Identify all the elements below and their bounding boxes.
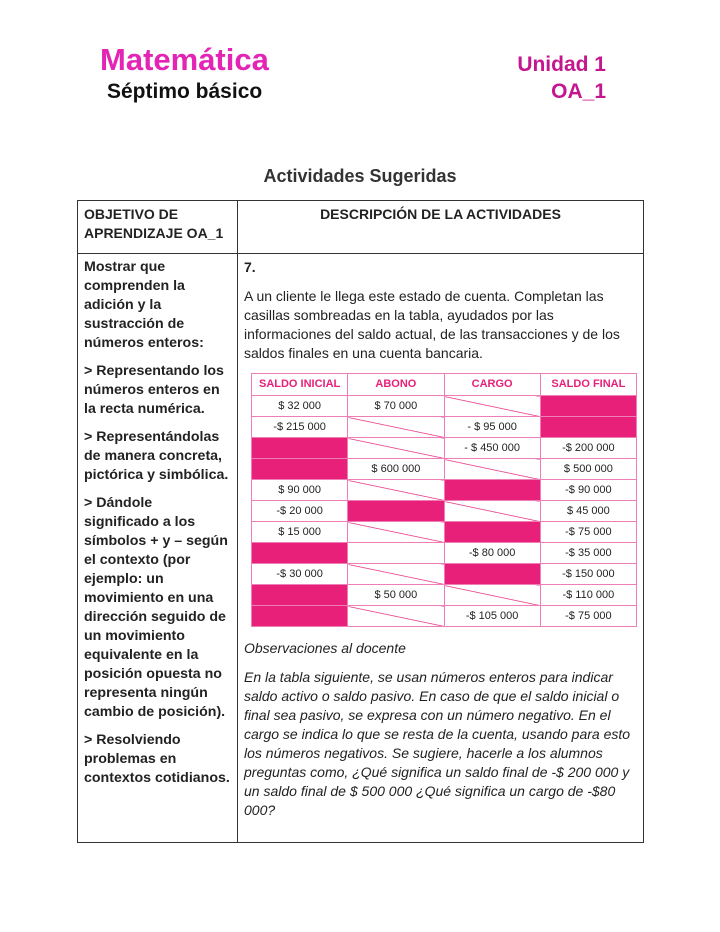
value-cell: $ 32 000 xyxy=(252,396,348,417)
value-cell: $ 600 000 xyxy=(348,459,444,480)
objective-text: Mostrar que comprenden la adición y la sustracción de números enteros: xyxy=(84,259,204,351)
value-cell: $ 50 000 xyxy=(348,585,444,606)
account-row xyxy=(252,543,637,564)
account-row xyxy=(252,564,637,585)
unit-label: Unidad 1 xyxy=(517,53,606,76)
shaded-cell xyxy=(348,501,444,522)
value-cell: -$ 75 000 xyxy=(540,606,636,627)
shaded-cell xyxy=(252,459,348,480)
value-cell: -$ 20 000 xyxy=(252,501,348,522)
value-cell: $ 90 000 xyxy=(252,480,348,501)
account-table xyxy=(251,373,637,627)
activity-number: 7. xyxy=(244,259,256,275)
observations-title: Observaciones al docente xyxy=(244,640,406,656)
objective-text: > Dándole significado a los símbolos + y – según el contexto (por ejemplo: un movimiento en una dirección seguido de un movimiento equivalente en la posición opuesta no representa ningún cambio de posición). xyxy=(84,495,228,720)
value-cell: $ 500 000 xyxy=(540,459,636,480)
subject-title: Matemática xyxy=(100,42,269,77)
account-row xyxy=(252,606,637,627)
value-cell: -$ 75 000 xyxy=(540,522,636,543)
crossed-cell xyxy=(348,522,444,543)
value-cell: -$ 150 000 xyxy=(540,564,636,585)
value-cell: $ 45 000 xyxy=(540,501,636,522)
account-row xyxy=(252,438,637,459)
value-cell: -$ 105 000 xyxy=(444,606,540,627)
shaded-cell xyxy=(252,606,348,627)
account-row xyxy=(252,459,637,480)
shaded-cell xyxy=(444,522,540,543)
value-cell: -$ 35 000 xyxy=(540,543,636,564)
objective-cell xyxy=(78,254,238,843)
account-header: CARGO xyxy=(444,374,540,396)
empty-cell xyxy=(348,543,444,564)
activity-text: A un cliente le llega este estado de cuenta. Completan las casillas sombreadas en la tabla, ayudados por las informaciones del saldo actual, de las transacciones y de los saldos finales en una cuenta bancaria. xyxy=(244,288,620,361)
account-row xyxy=(252,396,637,417)
account-row xyxy=(252,501,637,522)
shaded-cell xyxy=(252,543,348,564)
value-cell: -$ 200 000 xyxy=(540,438,636,459)
value-cell: $ 70 000 xyxy=(348,396,444,417)
value-cell: $ 15 000 xyxy=(252,522,348,543)
shaded-cell xyxy=(252,438,348,459)
crossed-cell xyxy=(348,417,444,438)
account-row xyxy=(252,522,637,543)
account-header: ABONO xyxy=(348,374,444,396)
value-cell: -$ 110 000 xyxy=(540,585,636,606)
oa-label: OA_1 xyxy=(551,80,606,103)
shaded-cell xyxy=(444,480,540,501)
crossed-cell xyxy=(348,480,444,501)
shaded-cell xyxy=(540,417,636,438)
objective-text: > Resolviendo problemas en contextos cotidianos. xyxy=(84,732,230,786)
shaded-cell xyxy=(252,585,348,606)
crossed-cell xyxy=(444,459,540,480)
account-row xyxy=(252,480,637,501)
objective-text: > Representándolas de manera concreta, pictórica y simbólica. xyxy=(84,429,229,483)
value-cell: - $ 450 000 xyxy=(444,438,540,459)
section-title: Actividades Sugeridas xyxy=(263,166,457,186)
description-header: DESCRIPCIÓN DE LA ACTIVIDADES xyxy=(238,201,644,254)
value-cell: -$ 90 000 xyxy=(540,480,636,501)
account-header: SALDO FINAL xyxy=(540,374,636,396)
description-cell xyxy=(238,254,644,843)
account-header: SALDO INICIAL xyxy=(252,374,348,396)
objective-text: > Representando los números enteros en la recta numérica. xyxy=(84,363,224,417)
value-cell: - $ 95 000 xyxy=(444,417,540,438)
crossed-cell xyxy=(444,396,540,417)
objective-header: OBJETIVO DE APRENDIZAJE OA_1 xyxy=(78,201,238,254)
activities-table xyxy=(77,200,644,843)
crossed-cell xyxy=(348,438,444,459)
grade-subtitle: Séptimo básico xyxy=(107,80,263,103)
account-row xyxy=(252,417,637,438)
crossed-cell xyxy=(444,501,540,522)
shaded-cell xyxy=(540,396,636,417)
crossed-cell xyxy=(444,585,540,606)
account-row xyxy=(252,585,637,606)
value-cell: -$ 215 000 xyxy=(252,417,348,438)
value-cell: -$ 30 000 xyxy=(252,564,348,585)
crossed-cell xyxy=(348,564,444,585)
crossed-cell xyxy=(348,606,444,627)
shaded-cell xyxy=(444,564,540,585)
observations-text: En la tabla siguiente, se usan números enteros para indicar saldo activo o saldo pasivo. En caso de que el saldo inicial o final sea pasivo, se expresa con un número negativo. En el cargo se indica lo que se resta de la cuenta, usando para esto los números negativos. Se sugiere, hacerle a los alumnos preguntas como, ¿Qué significa un saldo final de -$ 200 000 y un saldo final de $ 500 000 ¿Qué significa un cargo de -$80 000? xyxy=(244,669,631,818)
value-cell: -$ 80 000 xyxy=(444,543,540,564)
